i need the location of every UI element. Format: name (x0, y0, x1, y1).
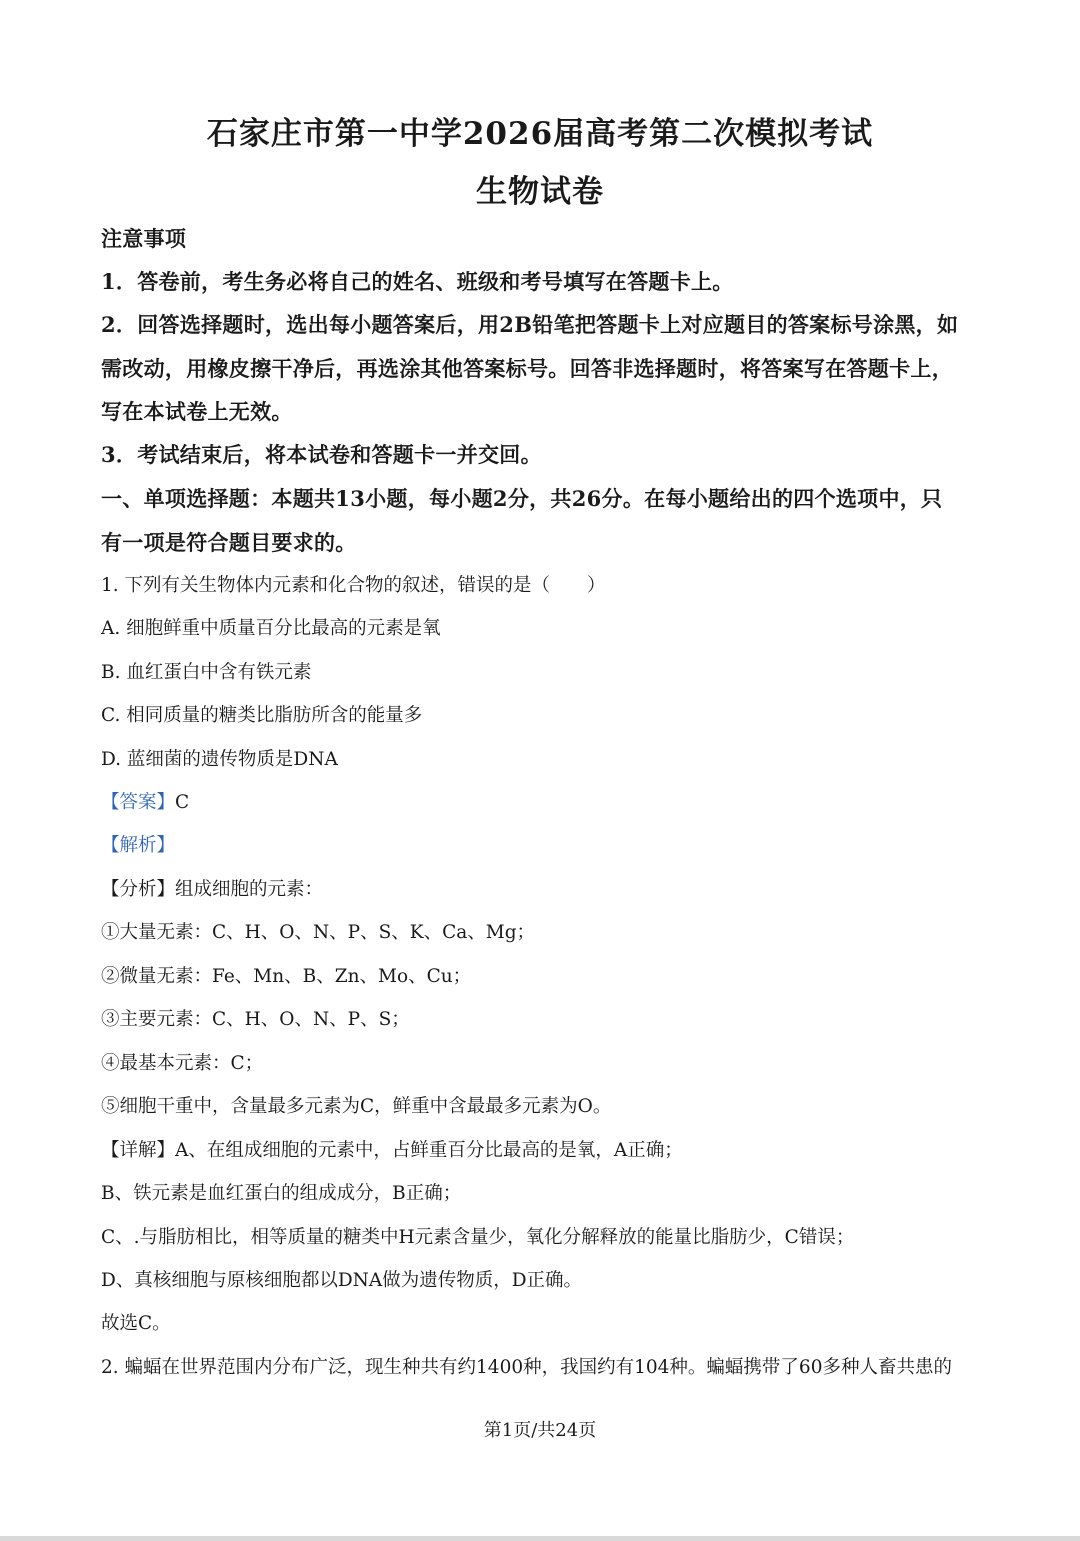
analysis-line: C、.与脂肪相比，相等质量的糖类中H元素含量少，氧化分解释放的能量比脂肪少，C错误； (101, 1227, 855, 1248)
analysis-line: ④最基本元素：C； (101, 1053, 264, 1074)
section-heading-line-2: 有一项是符合题目要求的。 (101, 530, 357, 555)
notice-item-2-line-1: 2．回答选择题时，选出每小题答案后，用2B铅笔把答题卡上对应题目的答案标号涂黑，如 (101, 312, 959, 337)
notice-item-2-line-3: 写在本试卷上无效。 (101, 399, 293, 424)
notice-heading: 注意事项 (101, 226, 187, 251)
page-bottom-edge (0, 1536, 1080, 1541)
section-heading-line-1: 一、单项选择题：本题共13小题，每小题2分，共26分。在每小题给出的四个选项中，只 (101, 486, 943, 511)
exam-title: 石家庄市第一中学2026届高考第二次模拟考试 (206, 116, 874, 152)
analysis-line: B、铁元素是血红蛋白的组成成分，B正确； (101, 1183, 462, 1204)
exam-subject: 生物试卷 (476, 174, 604, 210)
question-1-option-c: C. 相同质量的糖类比脂肪所含的能量多 (101, 705, 423, 726)
notice-item-1: 1．答卷前，考生务必将自己的姓名、班级和考号填写在答题卡上。 (101, 269, 734, 294)
answer-tag: 【答案】 (101, 792, 176, 813)
notice-item-2-line-2: 需改动，用橡皮擦干净后，再选涂其他答案标号。回答非选择题时，将答案写在答题卡上， (101, 356, 953, 381)
analysis-tag: 【解析】 (101, 835, 176, 856)
answer-line (101, 788, 1011, 814)
question-1-option-b: B. 血红蛋白中含有铁元素 (101, 662, 312, 683)
answer-value: C (175, 792, 190, 813)
question-2-stem: 2. 蝙蝠在世界范围内分布广泛，现生种共有约1400种，我国约有104种。蝙蝠携带了60多种人畜共患的 (101, 1357, 952, 1378)
notice-item-3: 3．考试结束后，将本试卷和答题卡一并交回。 (101, 442, 542, 467)
analysis-line: ①大量无素：C、H、O、N、P、S、K、Ca、Mg； (101, 922, 536, 943)
question-1-option-a: A. 细胞鲜重中质量百分比最高的元素是氧 (101, 618, 441, 639)
analysis-line: 【分析】组成细胞的元素： (101, 879, 324, 900)
page-number: 第1页/共24页 (483, 1420, 597, 1441)
analysis-line: D、真核细胞与原核细胞都以DNA做为遗传物质，D正确。 (101, 1270, 583, 1291)
analysis-line: 【详解】A、在组成细胞的元素中，占鲜重百分比最高的是氧，A正确； (101, 1140, 683, 1161)
analysis-line: ⑤细胞干重中，含量最多元素为C，鲜重中含最最多元素为O。 (101, 1096, 612, 1117)
analysis-line: ③主要元素：C、H、O、N、P、S； (101, 1009, 410, 1030)
analysis-line: 故选C。 (101, 1313, 171, 1334)
question-1-option-d: D. 蓝细菌的遗传物质是DNA (101, 749, 338, 770)
question-1-stem: 1. 下列有关生物体内元素和化合物的叙述，错误的是（ ） (101, 575, 606, 596)
analysis-line: ②微量无素：Fe、Mn、B、Zn、Mo、Cu； (101, 966, 472, 987)
